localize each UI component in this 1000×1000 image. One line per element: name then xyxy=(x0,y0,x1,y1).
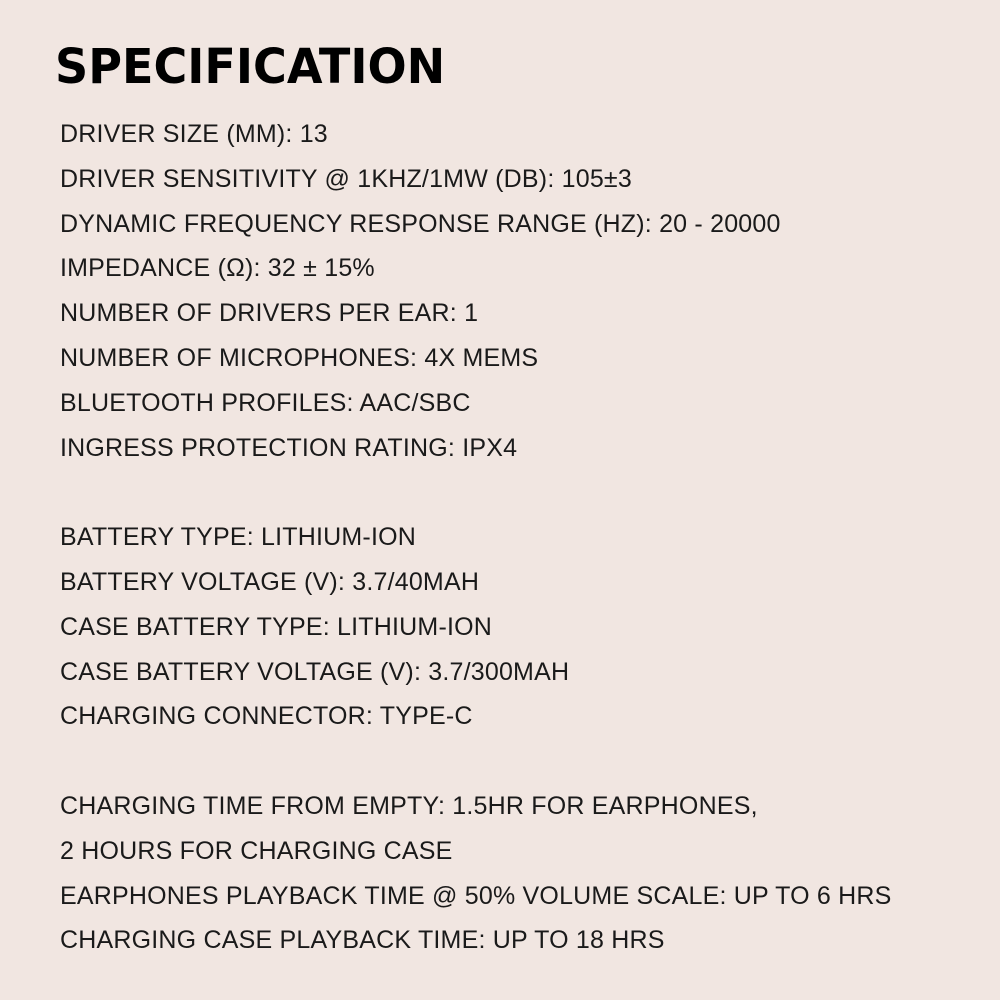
spec-case-battery-type: CASE BATTERY TYPE: LITHIUM-ION xyxy=(60,612,493,641)
spec-battery-type: BATTERY TYPE: LITHIUM-ION xyxy=(60,523,416,552)
spec-drivers-per-ear: NUMBER OF DRIVERS PER EAR: 1 xyxy=(60,299,479,328)
spec-list xyxy=(60,112,980,963)
spec-microphones: NUMBER OF MICROPHONES: 4X MEMS xyxy=(60,343,539,372)
spec-bluetooth-profiles: BLUETOOTH PROFILES: AAC/SBC xyxy=(60,388,471,417)
page-title: SPECIFICATION xyxy=(55,39,446,95)
spec-case-battery-voltage: CASE BATTERY VOLTAGE (V): 3.7/300MAH xyxy=(60,657,570,686)
spec-ingress-protection: INGRESS PROTECTION RATING: IPX4 xyxy=(60,433,518,462)
spec-impedance: IMPEDANCE (Ω): 32 ± 15% xyxy=(60,254,375,283)
spec-charging-connector: CHARGING CONNECTOR: TYPE-C xyxy=(60,702,473,731)
spec-charging-time: CHARGING TIME FROM EMPTY: 1.5HR FOR EARPHONES, xyxy=(60,791,758,820)
spec-case-playback-time: CHARGING CASE PLAYBACK TIME: UP TO 18 HRS xyxy=(60,926,665,955)
spec-battery-voltage: BATTERY VOLTAGE (V): 3.7/40MAH xyxy=(60,567,480,596)
group-spacer xyxy=(60,739,980,784)
spec-driver-size: DRIVER SIZE (MM): 13 xyxy=(60,120,328,148)
spec-frequency-response: DYNAMIC FREQUENCY RESPONSE RANGE (HZ): 20 - 20000 xyxy=(60,209,781,238)
spec-earphones-playback-time: EARPHONES PLAYBACK TIME @ 50% VOLUME SCALE: UP TO 6 HRS xyxy=(60,881,892,910)
spec-charging-time-continued: 2 HOURS FOR CHARGING CASE xyxy=(60,836,453,865)
group-spacer xyxy=(60,470,980,515)
spec-driver-sensitivity: DRIVER SENSITIVITY @ 1KHZ/1MW (DB): 105±3 xyxy=(60,164,632,193)
